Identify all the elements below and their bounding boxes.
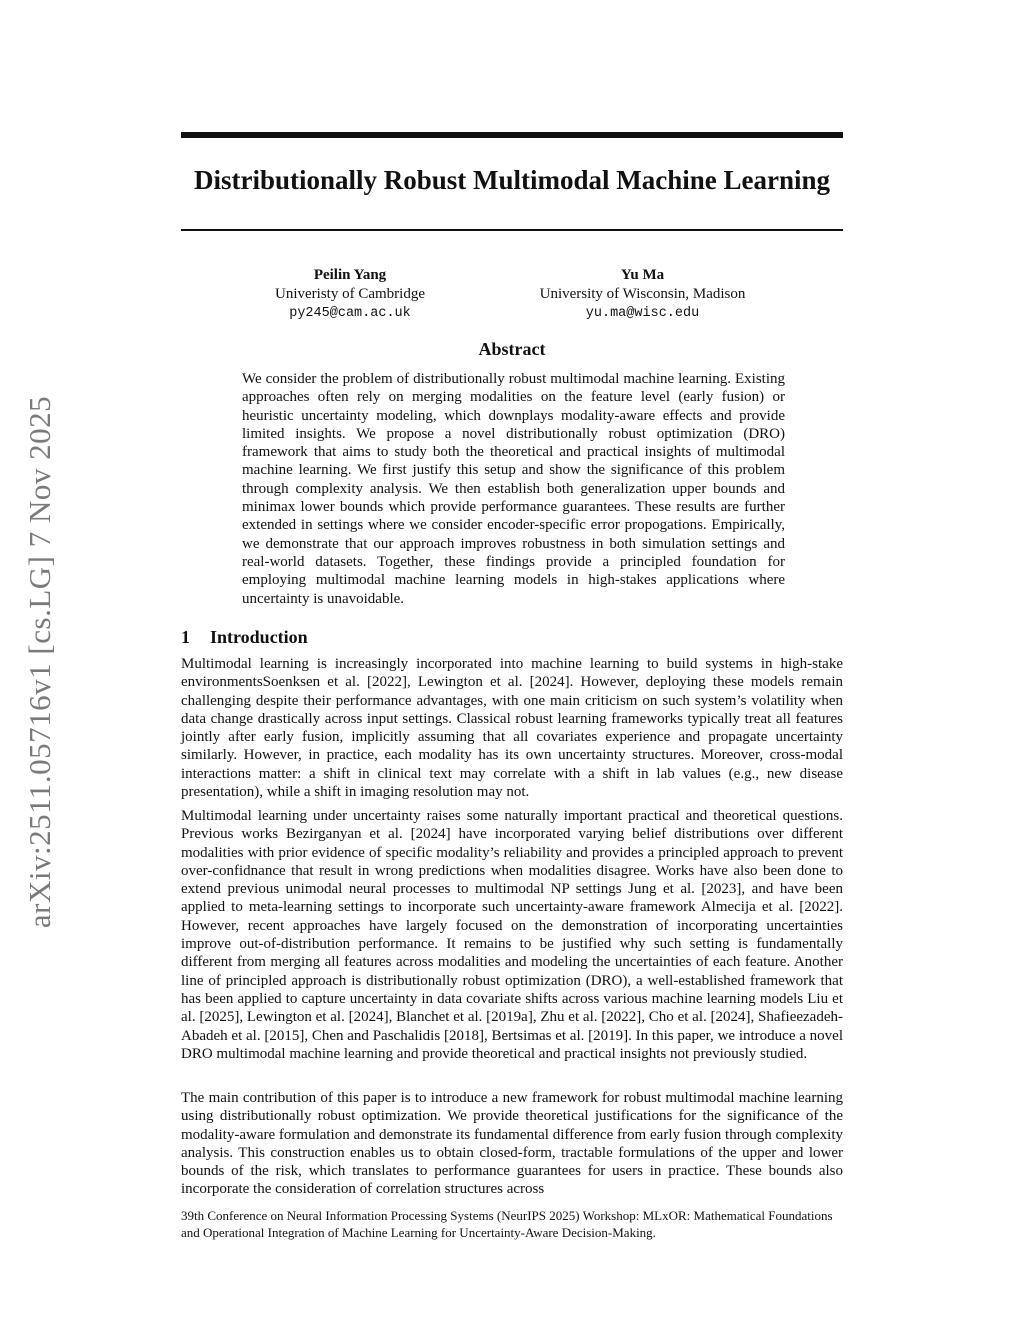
author-name: Yu Ma: [620, 267, 665, 283]
section-title: Introduction: [210, 627, 308, 647]
intro-paragraph-2: Multimodal learning under uncertainty raises some naturally important practical and theoretical questions. Previous works Bezirganyan et al. [2024] have incorporated varying belief distributions over different modalities with prior evidence of specific modality’s reliability and provides a principled approach to prevent over-confidnance that result in wrong predictions when modalities disagree. Works have also been done to extend previous unimodal neural processes to multimodal NP settings Jung et al. [2023], and have been applied to meta-learning settings to incorporate such uncertainty-aware framework Almecija et al. [2022]. However, recent approaches have largely focused on the demonstration of incorporating uncertainties improve out-of-distribution performance. It remains to be justified why such setting is fundamentally different from merging all features across modalities and modeling the uncertainties of each feature. Another line of principled approach is distributionally robust optimization (DRO), a well-established framework that has been applied to capture uncertainty in data covariate shifts across various machine learning models Liu et al. [2025], Lewington et al. [2024], Blanchet et al. [2019a], Zhu et al. [2022], Cho et al. [2024], Shafieezadeh-Abadeh et al. [2015], Chen and Paschalidis [2018], Bertsimas et al. [2019]. In this paper, we introduce a novel DRO multimodal machine learning and provide theoretical and practical insights not previously studied.: [181, 808, 843, 1062]
author-block-second: [510, 266, 775, 323]
author-block-first: [240, 266, 460, 323]
conference-footnote: 39th Conference on Neural Information Processing Systems (NeurIPS 2025) Workshop: MLxOR: Mathematical Foundations and Operational Integration of Machine Learning for Uncertainty-Aware Decision-Making.: [181, 1208, 833, 1240]
author-name: Peilin Yang: [313, 267, 387, 283]
section-number: 1: [181, 627, 190, 647]
abstract-heading: Abstract: [478, 339, 546, 359]
intro-paragraph-3: The main contribution of this paper is to introduce a new framework for robust multimodal machine learning using distributionally robust optimization. We provide theoretical justifications for the significance of the modality-aware formulation and demonstrate its fundamental difference from early fusion through complexity analysis. This construction enables us to obtain closed-form, tractable formulations of the upper and lower bounds of the risk, which translates to performance guarantees for users in practice. These bounds also incorporate the consideration of correlation structures across: [181, 1090, 843, 1198]
title-top-rule: [181, 132, 843, 138]
abstract-text: We consider the problem of distributionally robust multimodal machine learning. Existing approaches often rely on merging modalities on the feature level (early fusion) or heuristic uncertainty modeling, which downplays modality-aware effects and provide limited insights. We propose a novel distributionally robust optimization (DRO) framework that aims to study both the theoretical and practical insights of multimodal machine learning. We first justify this setup and show the significance of this problem through complexity analysis. We then establish both generalization upper bounds and minimax lower bounds which provide performance guarantees. These results are further extended in settings where we consider encoder-specific error propogations. Empirically, we demonstrate that our approach improves robustness in both simulation settings and real-world datasets. Together, these findings provide a principled foundation for employing multimodal machine learning models in high-stakes applications where uncertainty is unavoidable.: [242, 371, 785, 607]
author-email[interactable]: py245@cam.ac.uk: [289, 306, 411, 321]
section-heading-introduction: [181, 625, 308, 649]
author-email[interactable]: yu.ma@wisc.edu: [585, 306, 700, 321]
title-bottom-rule: [181, 229, 843, 231]
author-affiliation: Univeristy of Cambridge: [275, 286, 425, 302]
intro-paragraph-1: Multimodal learning is increasingly incorporated into machine learning to build systems in high-stake environmentsSoenksen et al. [2022], Lewington et al. [2024]. However, deploying these models remain challenging despite their performance advantages, with one main criticism on such system’s volatility when data change drastically across input settings. Classical robust learning frameworks typically treat all features jointly after early fusion, implicitly assuming that all covariates experience and propagate uncertainty similarly. However, in practice, each modality has its own uncertainty structures. Moreover, cross-modal interactions matter: a shift in clinical text may correlate with a shift in lab values (e.g., new disease presentation), while a shift in imaging resolution may not.: [181, 656, 843, 801]
arxiv-identifier-stamp: arXiv:2511.05716v1 [cs.LG] 7 Nov 2025: [22, 395, 57, 929]
paper-title: Distributionally Robust Multimodal Machine Learning: [193, 165, 831, 195]
author-affiliation: University of Wisconsin, Madison: [539, 286, 746, 302]
